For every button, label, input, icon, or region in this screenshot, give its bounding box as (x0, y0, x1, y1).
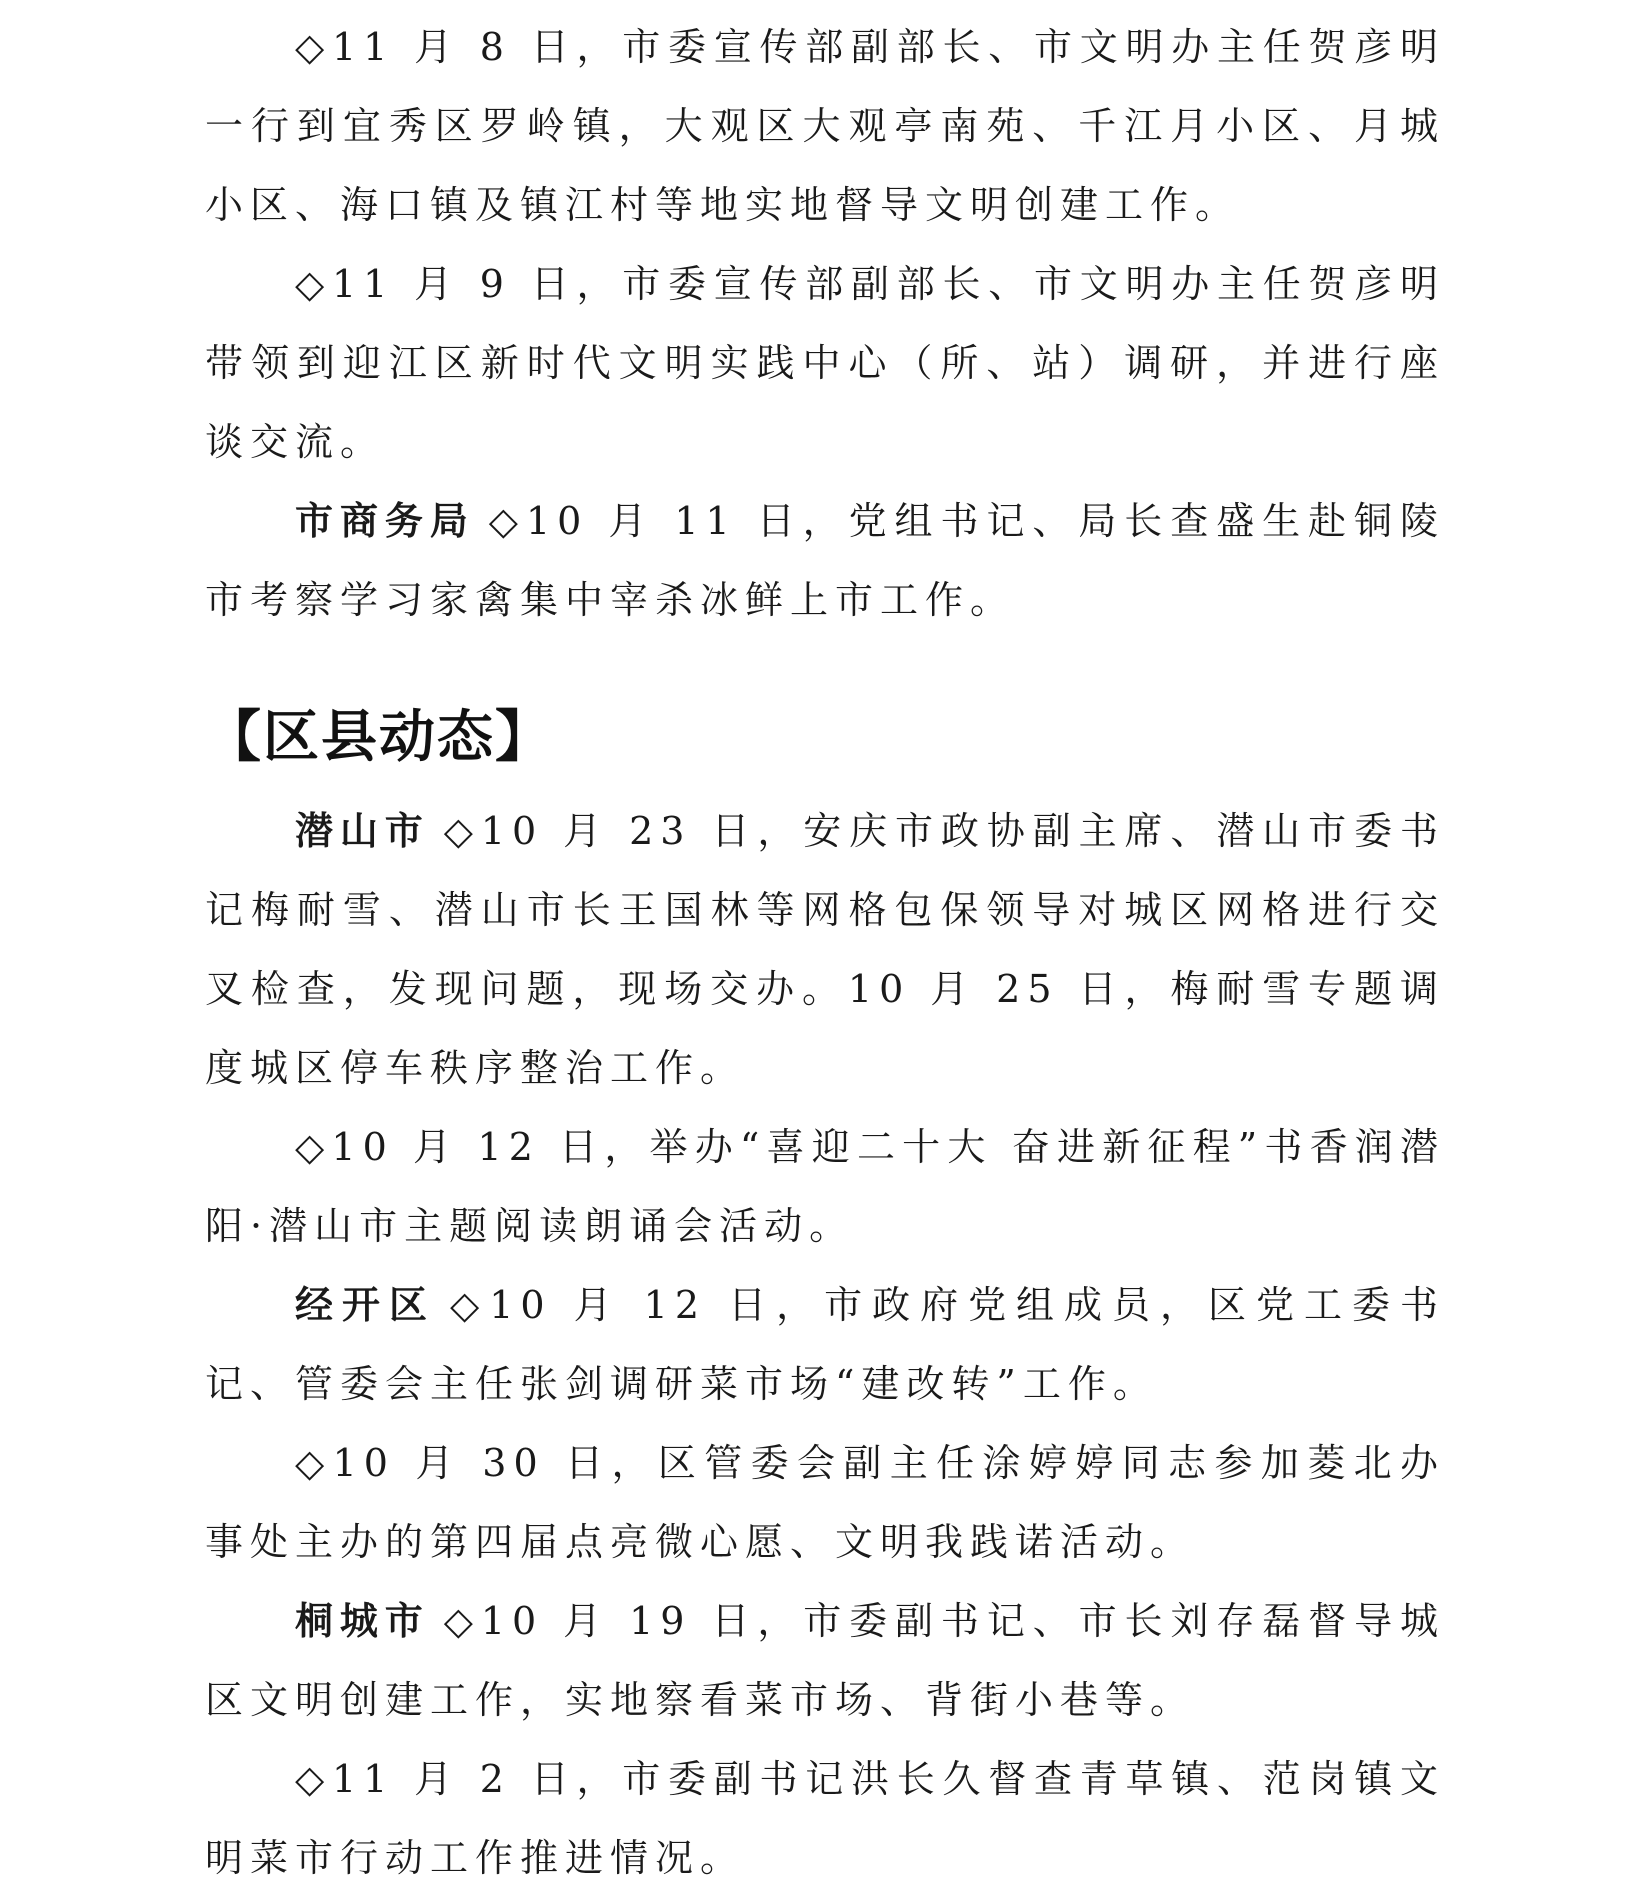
organization-name: 经开区 (295, 1283, 436, 1327)
news-paragraph (205, 1266, 1445, 1424)
organization-name: 市商务局 (295, 499, 475, 543)
news-text: ◇11 月 9 日，市委宣传部副部长、市文明办主任贺彦明带领到迎江区新时代文明实践中心（所、站）调研，并进行座谈交流。 (205, 262, 1445, 464)
news-paragraph (205, 1424, 1445, 1582)
news-paragraph (205, 245, 1445, 482)
news-text: ◇10 月 11 日，党组书记、局长查盛生赴铜陵市考察学习家禽集中宰杀冰鲜上市工作。 (205, 499, 1445, 622)
news-text: ◇10 月 30 日，区管委会副主任涂婷婷同志参加菱北办事处主办的第四届点亮微心愿、文明我践诺活动。 (205, 1441, 1445, 1564)
news-paragraph (205, 1740, 1445, 1898)
section-heading: 【区县动态】 (205, 705, 553, 770)
news-paragraph (205, 1582, 1445, 1740)
news-text: ◇10 月 23 日，安庆市政协副主席、潜山市委书记梅耐雪、潜山市长王国林等网格包保领导对城区网格进行交叉检查，发现问题，现场交办。10 月 25 日，梅耐雪专题调度城区停车秩序整治工作。 (205, 809, 1445, 1090)
news-text: ◇10 月 19 日，市委副书记、市长刘存磊督导城区文明创建工作，实地察看菜市场、背街小巷等。 (205, 1599, 1445, 1722)
news-text: ◇10 月 12 日，市政府党组成员，区党工委书记、管委会主任张剑调研菜市场“建改转”工作。 (205, 1283, 1445, 1406)
news-paragraph (205, 1108, 1445, 1266)
news-text: ◇11 月 2 日，市委副书记洪长久督查青草镇、范岗镇文明菜市行动工作推进情况。 (205, 1757, 1445, 1880)
news-paragraph (205, 482, 1445, 640)
organization-name: 潜山市 (295, 809, 430, 853)
news-paragraph (205, 792, 1445, 1108)
news-text: ◇10 月 12 日，举办“喜迎二十大 奋进新征程”书香润潜阳·潜山市主题阅读朗诵会活动。 (205, 1125, 1445, 1248)
document-page (205, 0, 1445, 1898)
news-paragraph (205, 8, 1445, 245)
news-text: ◇11 月 8 日，市委宣传部副部长、市文明办主任贺彦明一行到宜秀区罗岭镇，大观区大观亭南苑、千江月小区、月城小区、海口镇及镇江村等地实地督导文明创建工作。 (205, 25, 1445, 227)
organization-name: 桐城市 (295, 1599, 430, 1643)
